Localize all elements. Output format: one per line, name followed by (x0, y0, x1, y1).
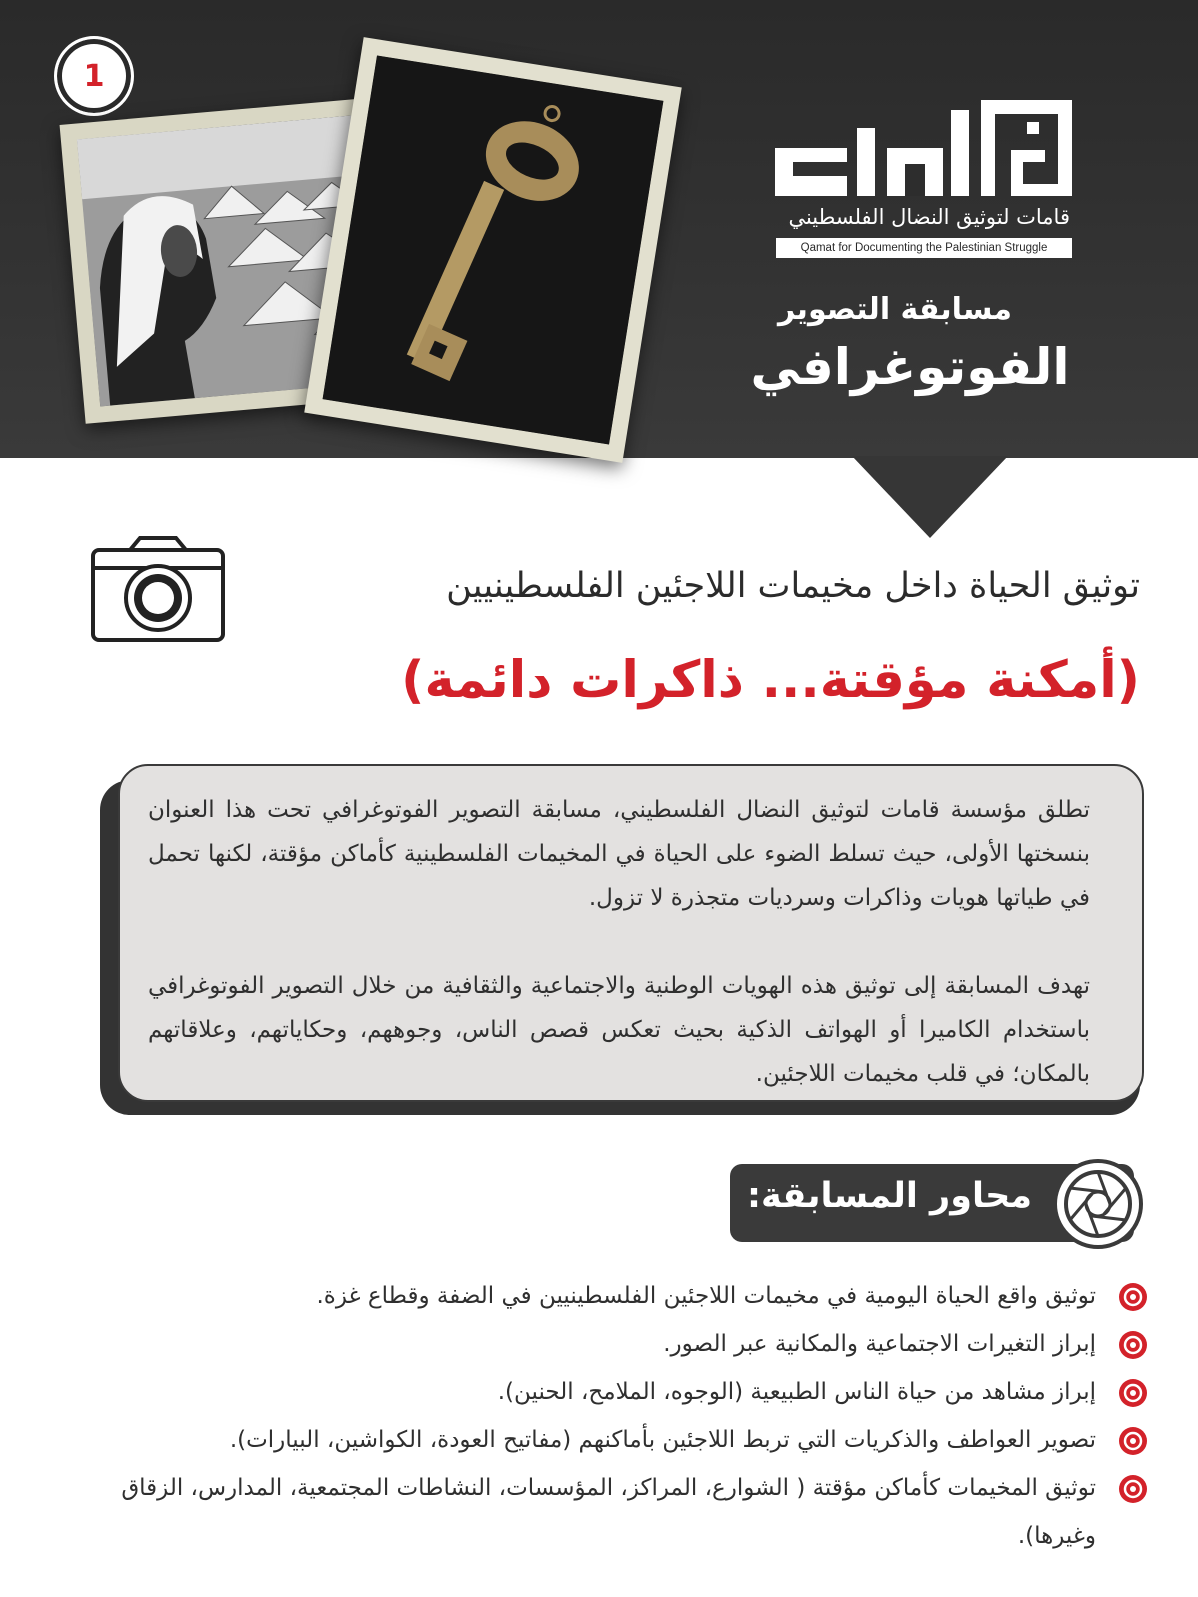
aperture-icon (1052, 1158, 1144, 1250)
red-aperture-bullet-icon (1118, 1330, 1148, 1360)
logo-tagline-arabic: قامات لتوثيق النضال الفلسطيني (788, 205, 1070, 229)
red-aperture-bullet-icon (1118, 1378, 1148, 1408)
axis-item-text: توثيق واقع الحياة اليومية في مخيمات اللاجئين الفلسطينيين في الضفة وقطاع غزة. (316, 1283, 1096, 1309)
red-aperture-bullet-icon (1118, 1474, 1148, 1504)
contest-subtitle: توثيق الحياة داخل مخيمات اللاجئين الفلسطينيين (446, 566, 1140, 606)
page-number-badge (54, 36, 134, 116)
list-item (60, 1464, 1148, 1560)
axis-item-text: إبراز مشاهد من حياة الناس الطبيعية (الوجوه، الملامح، الحنين). (497, 1379, 1096, 1405)
axes-list (60, 1272, 1148, 1560)
contest-main-title: (أمكنة مؤقتة... ذاكرات دائمة) (401, 651, 1140, 710)
key-photo (304, 37, 681, 463)
axis-item-text: توثيق المخيمات كأماكن مؤقتة ( الشوارع، المراكز، المؤسسات، النشاطات المجتمعية، المدارس، الزقاق وغيرها). (121, 1475, 1096, 1549)
list-item (60, 1368, 1148, 1416)
contest-title-line2: الفوتوغرافي (750, 338, 1070, 396)
header-band (0, 0, 1198, 458)
red-aperture-bullet-icon (1118, 1282, 1148, 1312)
page-number: 1 (83, 58, 105, 94)
axis-item-text: تصوير العواطف والذكريات التي تربط اللاجئين بأماكنهم (مفاتيح العودة، الكواشين، البيارات). (229, 1427, 1096, 1453)
return-key-image (323, 55, 664, 444)
contest-title-line1: مسابقة التصوير (778, 292, 1012, 327)
list-item (60, 1272, 1148, 1320)
list-item (60, 1416, 1148, 1464)
header-pointer (852, 456, 1008, 538)
camera-icon (90, 534, 226, 644)
axes-heading: محاور المسابقة: (746, 1176, 1032, 1216)
intro-box (118, 764, 1144, 1102)
axis-item-text: إبراز التغيرات الاجتماعية والمكانية عبر الصور. (663, 1331, 1096, 1357)
intro-paragraph-1: تطلق مؤسسة قامات لتوثيق النضال الفلسطيني، مسابقة التصوير الفوتوغرافي تحت هذا العنوان بنسختها الأولى، حيث تسلط الضوء على الحياة في المخيمات الفلسطينية كأماكن مؤقتة، لكنها تحمل في طياتها هويات وذاكرات وسرديات متجذرة لا تزول. (148, 797, 1090, 911)
logo-tagline-english: Qamat for Documenting the Palestinian Struggle (776, 238, 1072, 258)
red-aperture-bullet-icon (1118, 1426, 1148, 1456)
list-item (60, 1320, 1148, 1368)
intro-paragraph-2: تهدف المسابقة إلى توثيق هذه الهويات الوطنية والاجتماعية والثقافية من خلال التصوير الفوتوغرافي باستخدام الكاميرا أو الهواتف الذكية بحيث تعكس قصص الناس، وجوههم، وحكاياتهم، وعلاقاتهم بالمكان؛ في قلب مخيمات اللاجئين. (148, 973, 1090, 1087)
qamat-logo-icon (775, 100, 1072, 204)
